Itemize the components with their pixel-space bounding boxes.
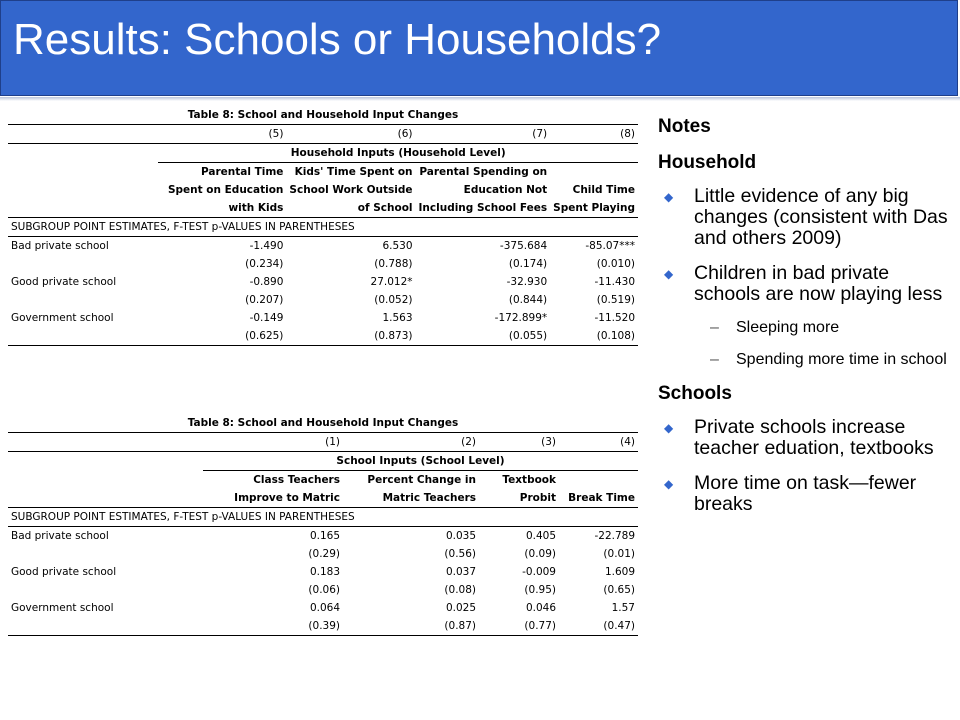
schools-heading: Schools [658,383,732,404]
column-header: Spent Playing [550,199,638,218]
group-header: School Inputs (School Level) [203,452,638,471]
column-number: (6) [286,125,415,144]
estimate-cell: -1.490 [249,240,284,252]
p-value-cell: (0.47) [559,617,638,636]
column-header: Spent on Education [167,184,284,196]
column-header: Textbook [502,474,556,486]
row-label: Good private school [11,276,117,288]
sub-bullet-item [658,351,948,369]
column-header [550,163,638,182]
p-value-cell: (0.56) [444,548,476,560]
sub-bullet-text: Sleeping more [736,319,840,336]
household-heading: Household [658,152,757,173]
table-row [8,273,638,291]
sub-bullet-item [658,319,948,337]
column-header: Probit [479,489,559,508]
column-header: School Work Outside [289,184,413,196]
estimate-cell: -172.899* [494,312,548,324]
column-number: (1) [203,433,343,452]
estimate-cell: -85.07*** [585,240,635,252]
bullet-text: More time on task—fewer breaks [694,472,917,515]
column-number: (7) [416,125,551,144]
column-header: Including School Fees [416,199,551,218]
column-number: (5) [158,125,286,144]
bullet-text: Little evidence of any big changes (consistent with Das and others 2009) [694,185,948,249]
row-label: Government school [11,312,114,324]
p-value-cell: (0.055) [416,327,551,346]
notes-heading: Notes [658,116,711,137]
diamond-bullet-icon: ◆ [664,267,674,281]
estimate-cell: 0.064 [309,602,340,614]
column-header: Break Time [559,489,638,508]
estimate-cell: 0.037 [445,566,476,578]
subgroup-label: SUBGROUP POINT ESTIMATES, F-TEST p-VALUES IN PARENTHESES [8,508,638,527]
table-row [8,617,638,636]
p-value-cell: (0.873) [286,327,415,346]
p-value-cell: (0.39) [203,617,343,636]
row-label: Government school [11,602,114,614]
column-header: with Kids [158,199,286,218]
estimate-cell: 0.405 [525,530,556,542]
diamond-bullet-icon: ◆ [664,477,674,491]
table-row [8,563,638,581]
table-row [8,255,638,273]
p-value-cell: (0.29) [308,548,340,560]
row-label: Bad private school [11,530,109,542]
p-value-cell: (0.01) [603,548,635,560]
p-value-cell: (0.08) [444,584,476,596]
estimate-cell: -11.430 [594,276,635,288]
column-header: of School [286,199,415,218]
p-value-cell: (0.95) [524,584,556,596]
column-header: Parental Time [200,166,284,178]
table-row [8,327,638,346]
table-title: Table 8: School and Household Input Changes [8,414,638,433]
bullet-item [658,263,948,305]
column-header: Class Teachers [253,474,340,486]
p-value-cell: (0.207) [245,294,284,306]
table-row [8,599,638,617]
bullet-text: Private schools increase teacher eduation, textbooks [694,416,934,459]
estimate-cell: 0.183 [309,566,340,578]
bullet-item [658,417,948,459]
estimate-cell: -11.520 [594,312,635,324]
table-row [8,237,638,256]
p-value-cell: (0.77) [479,617,559,636]
title-divider [0,97,960,101]
p-value-cell: (0.234) [245,258,284,270]
column-number: (3) [479,433,559,452]
diamond-bullet-icon: ◆ [664,190,674,204]
column-number: (8) [550,125,638,144]
row-label: Bad private school [11,240,109,252]
estimate-cell: 0.165 [309,530,340,542]
diamond-bullet-icon: ◆ [664,421,674,435]
column-number: (4) [559,433,638,452]
estimate-cell: -22.789 [594,530,635,542]
estimate-cell: 1.563 [382,312,413,324]
column-header: Parental Spending on [419,166,548,178]
subgroup-label: SUBGROUP POINT ESTIMATES, F-TEST p-VALUES IN PARENTHESES [8,218,638,237]
notes-panel [658,116,948,529]
column-header: Kids' Time Spent on [294,166,413,178]
estimate-cell: 6.530 [382,240,413,252]
p-value-cell: (0.788) [374,258,413,270]
table-row [8,527,638,546]
column-header: Matric Teachers [343,489,479,508]
table-row [8,309,638,327]
estimate-cell: -0.890 [249,276,284,288]
school-inputs-table [8,414,638,636]
estimate-cell: -32.930 [506,276,548,288]
p-value-cell: (0.65) [603,584,635,596]
estimate-cell: 0.035 [445,530,476,542]
p-value-cell: (0.844) [508,294,548,306]
p-value-cell: (0.174) [508,258,548,270]
estimate-cell: -0.009 [522,566,556,578]
column-number: (2) [343,433,479,452]
estimate-cell: 1.609 [604,566,635,578]
p-value-cell: (0.87) [343,617,479,636]
column-header [559,471,638,490]
column-header: Education Not [463,184,548,196]
p-value-cell: (0.010) [596,258,635,270]
estimate-cell: 0.046 [525,602,556,614]
column-header: Improve to Matric [203,489,343,508]
estimate-cell: -375.684 [499,240,548,252]
p-value-cell: (0.06) [308,584,340,596]
estimate-cell: -0.149 [249,312,284,324]
slide-title: Results: Schools or Households? [13,15,662,64]
bullet-item [658,186,948,249]
dash-bullet-icon: – [710,351,719,368]
group-header: Household Inputs (Household Level) [158,144,638,163]
bullet-text: Children in bad private schools are now playing less [694,262,943,305]
p-value-cell: (0.519) [596,294,635,306]
dash-bullet-icon: – [710,319,719,336]
table-row [8,581,638,599]
household-inputs-table [8,106,638,346]
table-row [8,545,638,563]
column-header: Child Time [572,184,635,196]
table-title: Table 8: School and Household Input Changes [8,106,638,125]
p-value-cell: (0.108) [550,327,638,346]
p-value-cell: (0.09) [524,548,556,560]
table-row [8,291,638,309]
estimate-cell: 0.025 [445,602,476,614]
column-header: Percent Change in [367,474,476,486]
sub-bullet-text: Spending more time in school [736,351,947,368]
bullet-item [658,473,948,515]
p-value-cell: (0.625) [158,327,286,346]
estimate-cell: 27.012* [370,276,413,288]
estimate-cell: 1.57 [611,602,635,614]
row-label: Good private school [11,566,117,578]
title-bar [0,0,958,96]
p-value-cell: (0.052) [374,294,413,306]
